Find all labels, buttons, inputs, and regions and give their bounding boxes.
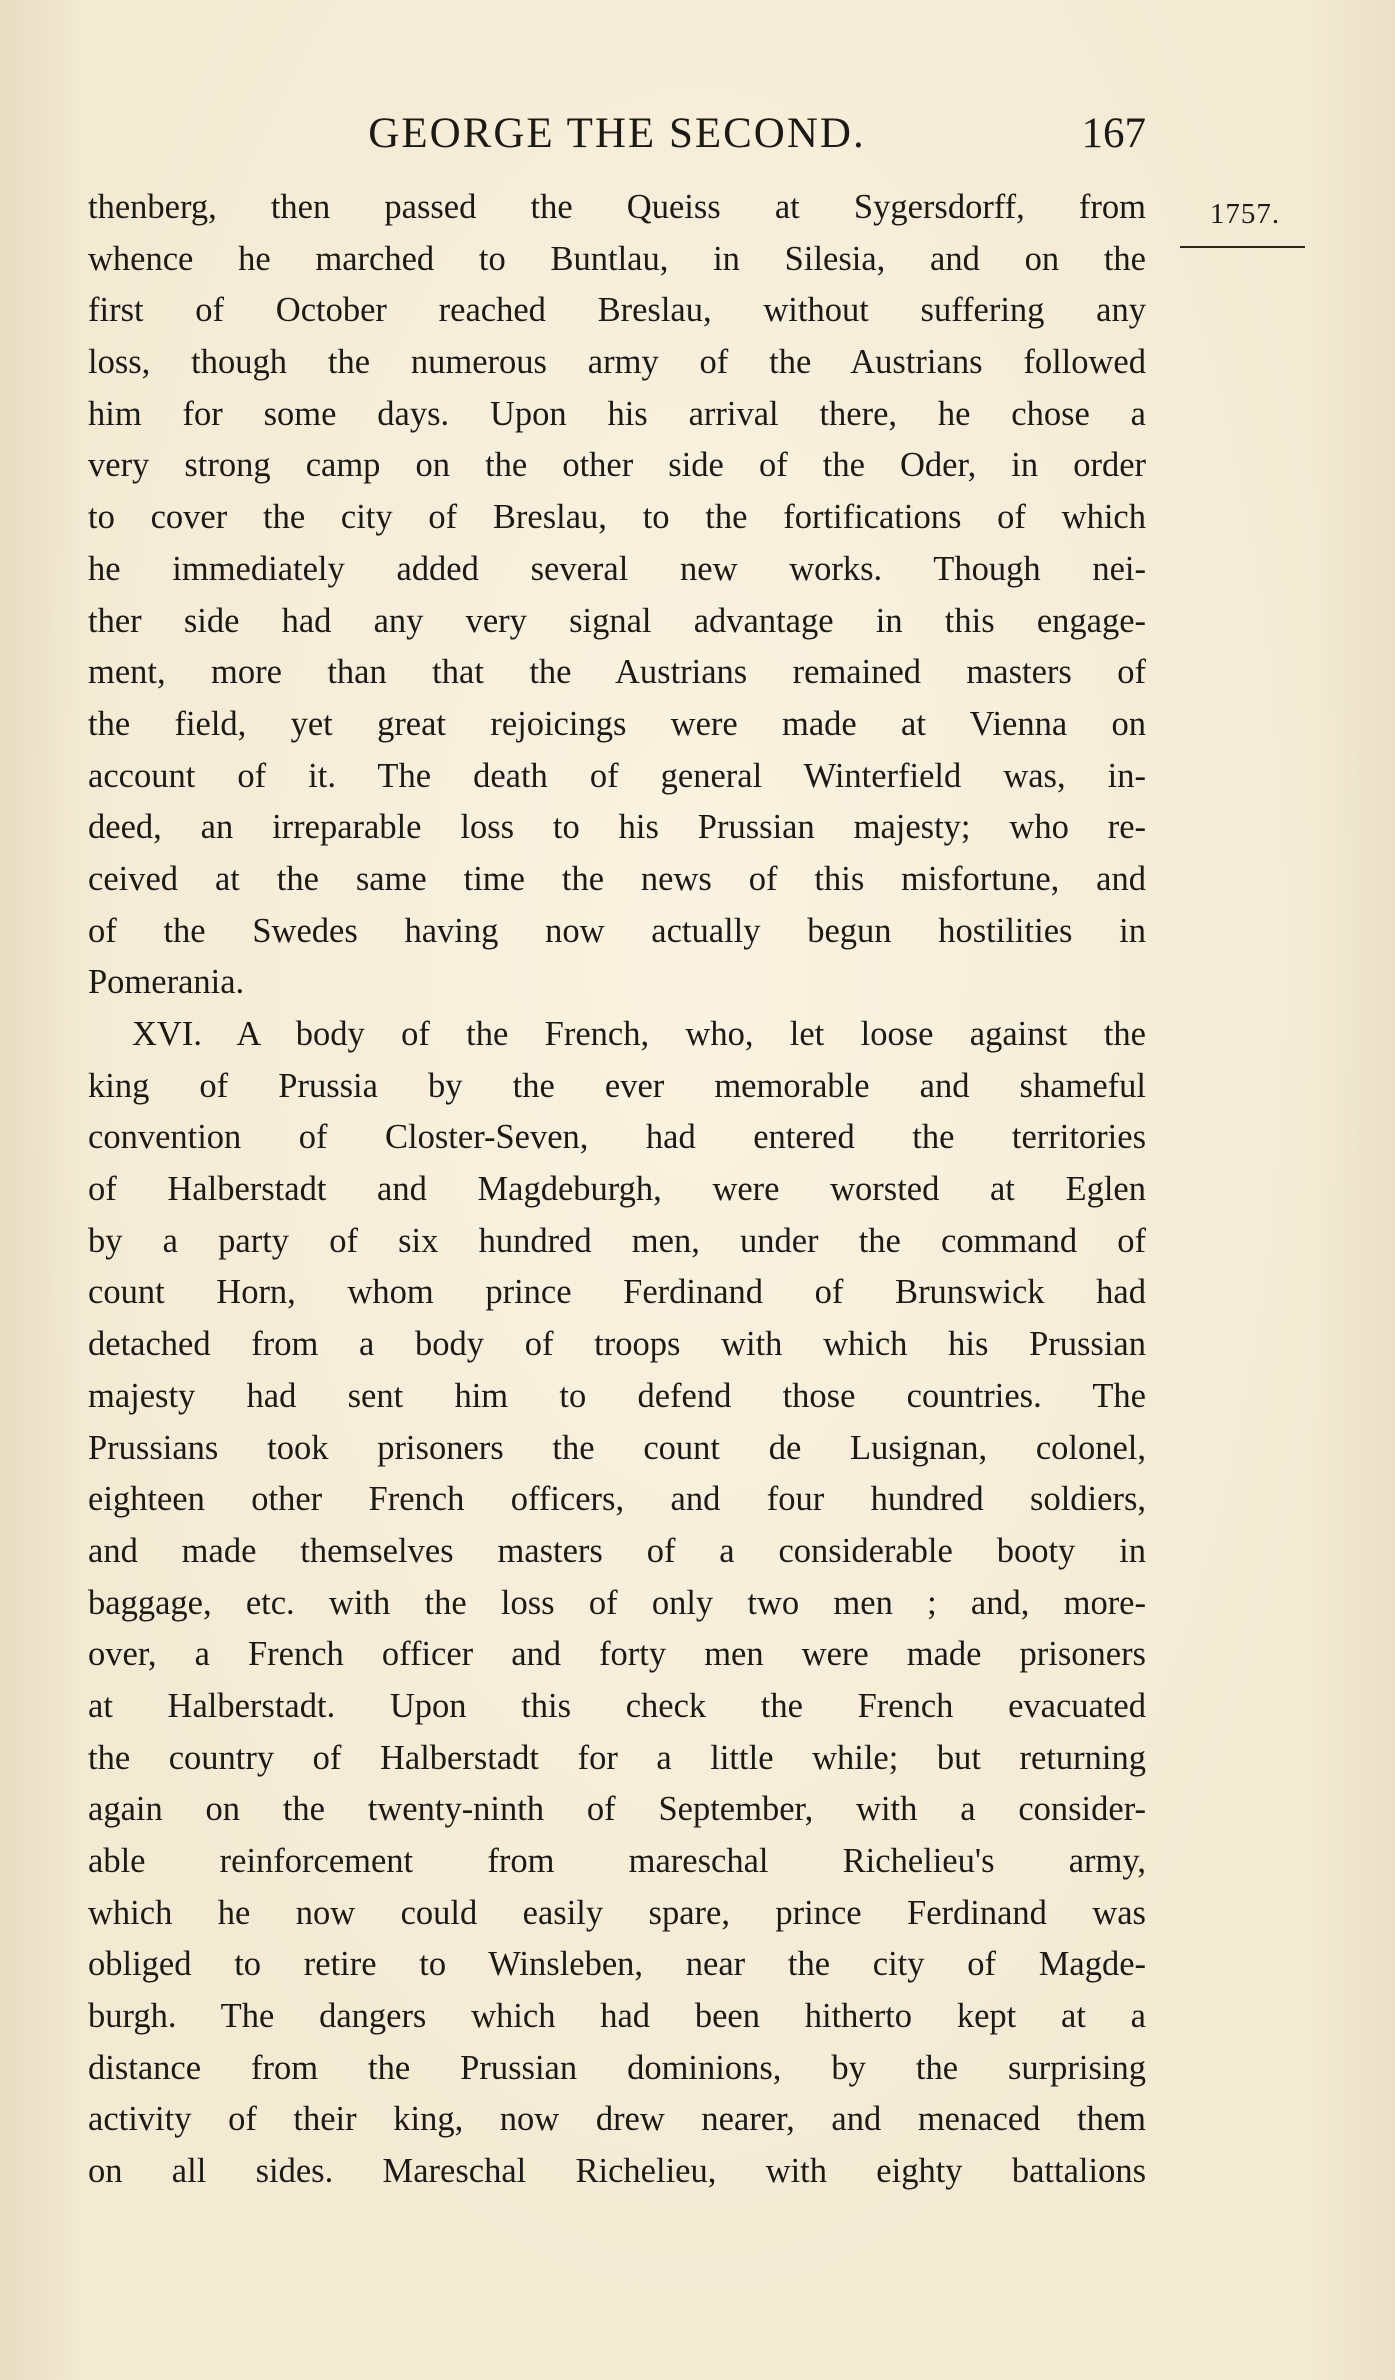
text-line: thenberg, then passed the Queiss at Sygersdorff, from — [88, 188, 1146, 226]
text-line: of the Swedes having now actually begun hostilities in — [88, 911, 1146, 950]
text-line: first of October reached Breslau, without suffering any — [88, 291, 1146, 330]
text-line: to cover the city of Breslau, to the fortifications of which — [88, 498, 1146, 537]
text-line: obliged to retire to Winsleben, near the city of Magde- — [88, 1945, 1146, 1984]
text-line: Prussians took prisoners the count de Lusignan, colonel, — [88, 1428, 1146, 1467]
text-line: baggage, etc. with the loss of only two men ; and, more- — [88, 1583, 1146, 1622]
text-line: deed, an irreparable loss to his Prussian majesty; who re- — [88, 808, 1146, 847]
text-line: burgh. The dangers which had been hitherto kept at a — [88, 1997, 1146, 2036]
page-number: 167 — [1081, 110, 1146, 157]
text-line: on all sides. Mareschal Richelieu, with eighty battalions — [88, 2152, 1146, 2191]
text-line: detached from a body of troops with which his Prussian — [88, 1325, 1146, 1364]
text-line: by a party of six hundred men, under the command of — [88, 1221, 1146, 1260]
section-start-line: XVI. A body of the French, who, let loose against the — [132, 1015, 1146, 1053]
text-line: loss, though the numerous army of the Austrians followed — [88, 343, 1146, 382]
text-line: able reinforcement from mareschal Richelieu's army, — [88, 1842, 1146, 1880]
text-line: over, a French officer and forty men were made prisoners — [88, 1635, 1146, 1674]
text-line: distance from the Prussian dominions, by the surprising — [88, 2048, 1146, 2087]
text-line: count Horn, whom prince Ferdinand of Brunswick had — [88, 1273, 1146, 1312]
text-line: which he now could easily spare, prince Ferdinand was — [88, 1893, 1146, 1932]
text-line: he immediately added several new works. Though nei- — [88, 549, 1146, 588]
text-line: eighteen other French officers, and four hundred soldiers, — [88, 1480, 1146, 1519]
text-line: the country of Halberstadt for a little while; but returning — [88, 1738, 1146, 1777]
text-line: again on the twenty-ninth of September, with a consider- — [88, 1790, 1146, 1829]
text-line: king of Prussia by the ever memorable and shameful — [88, 1066, 1146, 1105]
margin-year: 1757. — [1209, 198, 1281, 230]
text-line: account of it. The death of general Winterfield was, in- — [88, 756, 1146, 795]
text-line: whence he marched to Buntlau, in Silesia, and on the — [88, 239, 1146, 278]
text-line: and made themselves masters of a considerable booty in — [88, 1531, 1146, 1570]
running-head — [88, 104, 1146, 164]
text-line: at Halberstadt. Upon this check the French evacuated — [88, 1686, 1146, 1725]
text-line: majesty had sent him to defend those countries. The — [88, 1376, 1146, 1415]
text-line: activity of their king, now drew nearer, and menaced them — [88, 2100, 1146, 2139]
text-line: very strong camp on the other side of the Oder, in order — [88, 446, 1146, 485]
text-line: ther side had any very signal advantage in this engage- — [88, 601, 1146, 640]
paragraph-end-line: Pomerania. — [88, 963, 245, 1002]
text-line: ment, more than that the Austrians remained masters of — [88, 653, 1146, 692]
text-line: of Halberstadt and Magdeburgh, were worsted at Eglen — [88, 1170, 1146, 1209]
running-title: GEORGE THE SECOND. — [368, 110, 866, 157]
text-line: him for some days. Upon his arrival there, he chose a — [88, 394, 1146, 433]
margin-note — [1180, 188, 1310, 248]
text-line: ceived at the same time the news of this misfortune, and — [88, 859, 1146, 898]
text-line: the field, yet great rejoicings were made at Vienna on — [88, 704, 1146, 743]
margin-rule — [1180, 246, 1305, 248]
body-text — [88, 182, 1146, 2198]
text-line: convention of Closter-Seven, had entered the territories — [88, 1118, 1146, 1157]
